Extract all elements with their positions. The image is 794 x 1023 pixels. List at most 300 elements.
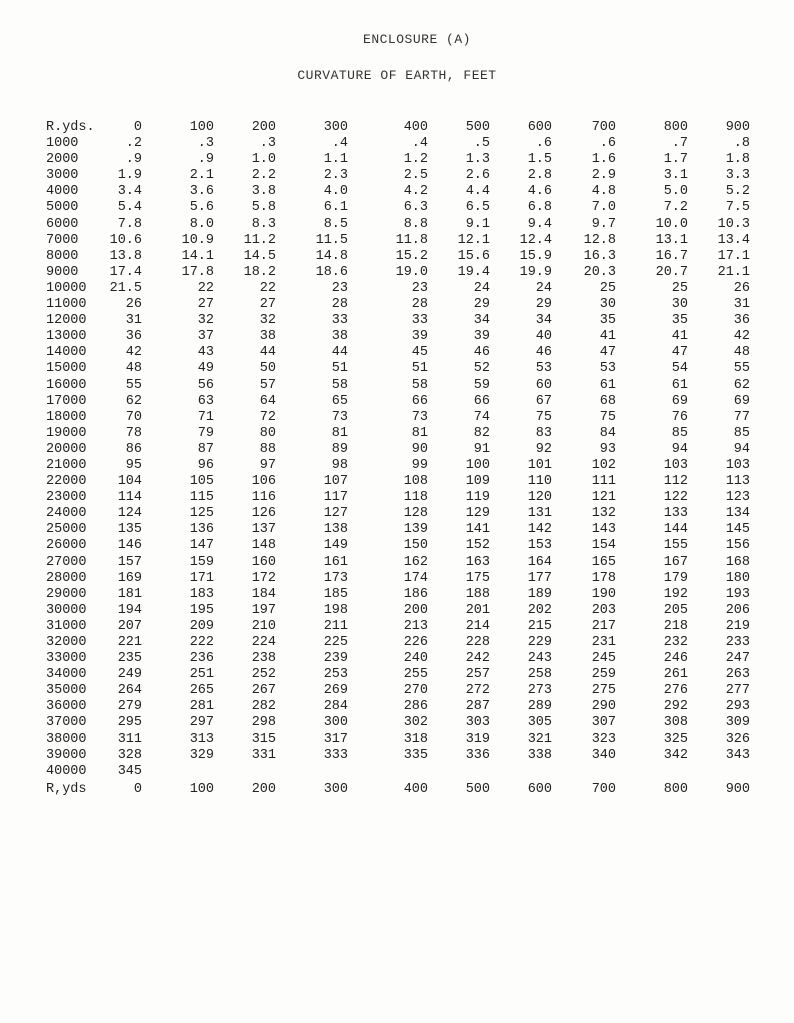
curvature-value-cell: 103 xyxy=(663,457,688,473)
curvature-value-cell: 9.7 xyxy=(591,216,616,232)
curvature-value-cell: 88 xyxy=(259,441,276,457)
curvature-value-cell: 311 xyxy=(117,731,142,747)
curvature-value-cell: 20.7 xyxy=(655,264,688,280)
curvature-value-cell: 203 xyxy=(591,602,616,618)
curvature-value-cell: 79 xyxy=(197,425,214,441)
table-row xyxy=(0,603,794,619)
curvature-value-cell: 139 xyxy=(403,522,428,538)
curvature-value-cell: 600 xyxy=(527,781,552,797)
curvature-value-cell: 59 xyxy=(473,377,490,393)
curvature-value-cell: 13.4 xyxy=(717,232,750,248)
curvature-value-cell: 116 xyxy=(251,490,276,506)
table-row xyxy=(0,474,794,490)
curvature-value-cell: 286 xyxy=(403,699,428,715)
table-row xyxy=(0,490,794,506)
curvature-value-cell: 35 xyxy=(599,313,616,329)
curvature-value-cell: 343 xyxy=(725,747,750,763)
curvature-value-cell: 9.4 xyxy=(527,216,552,232)
curvature-value-cell: 400 xyxy=(403,781,428,797)
curvature-value-cell: 200 xyxy=(251,120,276,135)
curvature-value-cell: 9.1 xyxy=(465,216,490,232)
curvature-value-cell: 161 xyxy=(323,554,348,570)
curvature-value-cell: 243 xyxy=(527,651,552,667)
curvature-value-cell: 293 xyxy=(725,699,750,715)
curvature-value-cell: 26 xyxy=(125,297,142,313)
curvature-value-cell: 69 xyxy=(671,393,688,409)
curvature-value-cell: 92 xyxy=(535,441,552,457)
curvature-value-cell: 318 xyxy=(403,731,428,747)
curvature-value-cell: 205 xyxy=(663,602,688,618)
curvature-value-cell: 102 xyxy=(591,457,616,473)
curvature-value-cell: 33 xyxy=(411,313,428,329)
curvature-value-cell: 342 xyxy=(663,747,688,763)
curvature-value-cell: 1.0 xyxy=(251,152,276,168)
curvature-value-cell: 4.2 xyxy=(403,184,428,200)
range-yards-cell: 7000 xyxy=(46,232,79,248)
curvature-value-cell: 21.1 xyxy=(717,264,750,280)
curvature-value-cell: 36 xyxy=(125,329,142,345)
curvature-value-cell: 74 xyxy=(473,409,490,425)
curvature-value-cell: 164 xyxy=(527,554,552,570)
curvature-value-cell: 238 xyxy=(251,651,276,667)
range-yards-cell: 36000 xyxy=(46,699,87,715)
curvature-value-cell: 14.5 xyxy=(243,248,276,264)
table-row xyxy=(0,313,794,329)
curvature-value-cell: 500 xyxy=(465,781,490,797)
curvature-value-cell: 16.7 xyxy=(655,248,688,264)
curvature-value-cell: 329 xyxy=(189,747,214,763)
curvature-value-cell: 33 xyxy=(331,313,348,329)
curvature-value-cell: 122 xyxy=(663,490,688,506)
curvature-value-cell: 303 xyxy=(465,715,490,731)
curvature-value-cell: 16.3 xyxy=(583,248,616,264)
curvature-value-cell: 6.8 xyxy=(527,200,552,216)
curvature-value-cell: 211 xyxy=(323,618,348,634)
curvature-value-cell: .2 xyxy=(125,136,142,152)
curvature-value-cell: 200 xyxy=(251,781,276,797)
curvature-value-cell: 4.6 xyxy=(527,184,552,200)
curvature-value-cell: 100 xyxy=(465,457,490,473)
curvature-value-cell: 155 xyxy=(663,538,688,554)
curvature-value-cell: 148 xyxy=(251,538,276,554)
curvature-value-cell: 292 xyxy=(663,699,688,715)
curvature-value-cell: 100 xyxy=(189,781,214,797)
curvature-value-cell: 19.0 xyxy=(395,264,428,280)
table-row xyxy=(0,345,794,361)
range-yards-cell: 38000 xyxy=(46,731,87,747)
curvature-table xyxy=(0,120,794,798)
curvature-value-cell: 313 xyxy=(189,731,214,747)
curvature-value-cell: 500 xyxy=(465,120,490,135)
curvature-value-cell: 81 xyxy=(331,425,348,441)
curvature-value-cell: 21.5 xyxy=(109,280,142,296)
curvature-value-cell: 94 xyxy=(733,441,750,457)
curvature-value-cell: 83 xyxy=(535,425,552,441)
curvature-value-cell: 119 xyxy=(465,490,490,506)
curvature-value-cell: 19.9 xyxy=(519,264,552,280)
range-yards-cell: 13000 xyxy=(46,329,87,345)
range-yards-cell: 22000 xyxy=(46,474,87,490)
curvature-value-cell: 112 xyxy=(663,474,688,490)
curvature-value-cell: 113 xyxy=(725,474,750,490)
curvature-value-cell: 44 xyxy=(259,345,276,361)
curvature-value-cell: 282 xyxy=(251,699,276,715)
curvature-value-cell: .6 xyxy=(535,136,552,152)
curvature-value-cell: 5.8 xyxy=(251,200,276,216)
curvature-value-cell: 307 xyxy=(591,715,616,731)
curvature-value-cell: 73 xyxy=(411,409,428,425)
curvature-value-cell: 67 xyxy=(535,393,552,409)
curvature-value-cell: 336 xyxy=(465,747,490,763)
curvature-value-cell: 145 xyxy=(725,522,750,538)
table-row xyxy=(0,522,794,538)
curvature-value-cell: .3 xyxy=(197,136,214,152)
curvature-value-cell: 900 xyxy=(725,781,750,797)
curvature-value-cell: 55 xyxy=(125,377,142,393)
range-yards-cell: 17000 xyxy=(46,393,87,409)
curvature-value-cell: 202 xyxy=(527,602,552,618)
curvature-value-cell: 48 xyxy=(733,345,750,361)
curvature-value-cell: 263 xyxy=(725,667,750,683)
range-yards-cell: 40000 xyxy=(46,763,87,779)
curvature-value-cell: 269 xyxy=(323,683,348,699)
curvature-value-cell: 53 xyxy=(535,361,552,377)
curvature-value-cell: 400 xyxy=(403,120,428,135)
range-yards-cell: 20000 xyxy=(46,441,87,457)
table-row xyxy=(0,538,794,554)
curvature-value-cell: 345 xyxy=(117,763,142,779)
curvature-value-cell: 86 xyxy=(125,441,142,457)
curvature-value-cell: 186 xyxy=(403,586,428,602)
curvature-value-cell: .4 xyxy=(411,136,428,152)
table-row xyxy=(0,458,794,474)
range-yards-cell: 34000 xyxy=(46,667,87,683)
curvature-value-cell: 87 xyxy=(197,441,214,457)
curvature-value-cell: 302 xyxy=(403,715,428,731)
curvature-value-cell: 287 xyxy=(465,699,490,715)
curvature-value-cell: 57 xyxy=(259,377,276,393)
curvature-value-cell: 71 xyxy=(197,409,214,425)
table-row xyxy=(0,217,794,233)
curvature-value-cell: 162 xyxy=(403,554,428,570)
curvature-value-cell: 2.2 xyxy=(251,168,276,184)
curvature-value-cell: 118 xyxy=(403,490,428,506)
curvature-value-cell: 338 xyxy=(527,747,552,763)
curvature-value-cell: 8.3 xyxy=(251,216,276,232)
table-row xyxy=(0,748,794,764)
curvature-value-cell: 23 xyxy=(411,280,428,296)
range-yards-cell: R,yds xyxy=(46,781,87,797)
curvature-value-cell: 45 xyxy=(411,345,428,361)
curvature-value-cell: 264 xyxy=(117,683,142,699)
curvature-value-cell: 175 xyxy=(465,570,490,586)
range-yards-cell: 2000 xyxy=(46,152,79,168)
curvature-value-cell: 39 xyxy=(473,329,490,345)
curvature-value-cell: 317 xyxy=(323,731,348,747)
curvature-value-cell: 335 xyxy=(403,747,428,763)
table-row xyxy=(0,410,794,426)
curvature-value-cell: 1.8 xyxy=(725,152,750,168)
range-yards-cell: 23000 xyxy=(46,490,87,506)
curvature-value-cell: 279 xyxy=(117,699,142,715)
curvature-value-cell: 193 xyxy=(725,586,750,602)
curvature-value-cell: 2.3 xyxy=(323,168,348,184)
range-yards-cell: 4000 xyxy=(46,184,79,200)
range-yards-cell: 15000 xyxy=(46,361,87,377)
curvature-value-cell: 19.4 xyxy=(457,264,490,280)
curvature-value-cell: 10.9 xyxy=(181,232,214,248)
curvature-value-cell: 300 xyxy=(323,120,348,135)
curvature-value-cell: 89 xyxy=(331,441,348,457)
curvature-value-cell: 37 xyxy=(197,329,214,345)
curvature-value-cell: 34 xyxy=(473,313,490,329)
curvature-value-cell: 80 xyxy=(259,425,276,441)
curvature-value-cell: 81 xyxy=(411,425,428,441)
curvature-value-cell: 14.8 xyxy=(315,248,348,264)
curvature-value-cell: 133 xyxy=(663,506,688,522)
enclosure-label: ENCLOSURE (A) xyxy=(363,32,471,47)
curvature-value-cell: 10.0 xyxy=(655,216,688,232)
curvature-value-cell: 326 xyxy=(725,731,750,747)
table-row xyxy=(0,442,794,458)
curvature-value-cell: 197 xyxy=(251,602,276,618)
curvature-value-cell: 4.4 xyxy=(465,184,490,200)
curvature-value-cell: 60 xyxy=(535,377,552,393)
curvature-value-cell: 124 xyxy=(117,506,142,522)
curvature-value-cell: 141 xyxy=(465,522,490,538)
curvature-value-cell: 284 xyxy=(323,699,348,715)
curvature-value-cell: 169 xyxy=(117,570,142,586)
curvature-value-cell: 78 xyxy=(125,425,142,441)
curvature-value-cell: 125 xyxy=(189,506,214,522)
curvature-value-cell: 105 xyxy=(189,474,214,490)
curvature-value-cell: 257 xyxy=(465,667,490,683)
curvature-value-cell: 114 xyxy=(117,490,142,506)
range-yards-cell: 26000 xyxy=(46,538,87,554)
curvature-value-cell: 171 xyxy=(189,570,214,586)
curvature-value-cell: 247 xyxy=(725,651,750,667)
table-row xyxy=(0,555,794,571)
table-row xyxy=(0,378,794,394)
range-yards-cell: 32000 xyxy=(46,635,87,650)
curvature-value-cell: 222 xyxy=(189,635,214,650)
range-yards-cell: 6000 xyxy=(46,216,79,232)
curvature-value-cell: 127 xyxy=(323,506,348,522)
curvature-value-cell: 165 xyxy=(591,554,616,570)
curvature-value-cell: 22 xyxy=(259,280,276,296)
curvature-value-cell: 121 xyxy=(591,490,616,506)
curvature-value-cell: 12.8 xyxy=(583,232,616,248)
table-row xyxy=(0,635,794,651)
range-yards-cell: 10000 xyxy=(46,280,87,296)
curvature-value-cell: 110 xyxy=(527,474,552,490)
curvature-value-cell: .3 xyxy=(259,136,276,152)
curvature-value-cell: 5.4 xyxy=(117,200,142,216)
table-row xyxy=(0,571,794,587)
curvature-value-cell: 38 xyxy=(331,329,348,345)
table-row xyxy=(0,249,794,265)
curvature-value-cell: 99 xyxy=(411,457,428,473)
curvature-value-cell: 328 xyxy=(117,747,142,763)
curvature-value-cell: 36 xyxy=(733,313,750,329)
curvature-value-cell: 12.4 xyxy=(519,232,552,248)
curvature-value-cell: 900 xyxy=(725,120,750,135)
curvature-value-cell: 206 xyxy=(725,602,750,618)
curvature-value-cell: 56 xyxy=(197,377,214,393)
curvature-value-cell: 14.1 xyxy=(181,248,214,264)
curvature-value-cell: 41 xyxy=(599,329,616,345)
curvature-value-cell: 64 xyxy=(259,393,276,409)
curvature-value-cell: 277 xyxy=(725,683,750,699)
table-row xyxy=(0,619,794,635)
curvature-value-cell: 2.8 xyxy=(527,168,552,184)
curvature-value-cell: 192 xyxy=(663,586,688,602)
curvature-value-cell: 154 xyxy=(591,538,616,554)
curvature-value-cell: 183 xyxy=(189,586,214,602)
range-yards-cell: 3000 xyxy=(46,168,79,184)
curvature-value-cell: 27 xyxy=(259,297,276,313)
range-yards-cell: 8000 xyxy=(46,248,79,264)
curvature-value-cell: .6 xyxy=(599,136,616,152)
curvature-value-cell: 49 xyxy=(197,361,214,377)
curvature-value-cell: 22 xyxy=(197,280,214,296)
curvature-value-cell: 20.3 xyxy=(583,264,616,280)
curvature-value-cell: 331 xyxy=(251,747,276,763)
curvature-value-cell: 198 xyxy=(323,602,348,618)
curvature-value-cell: 126 xyxy=(251,506,276,522)
curvature-value-cell: 142 xyxy=(527,522,552,538)
curvature-value-cell: 2.6 xyxy=(465,168,490,184)
curvature-value-cell: 245 xyxy=(591,651,616,667)
curvature-value-cell: 8.5 xyxy=(323,216,348,232)
curvature-value-cell: 104 xyxy=(117,474,142,490)
curvature-value-cell: 29 xyxy=(473,297,490,313)
curvature-value-cell: 43 xyxy=(197,345,214,361)
curvature-value-cell: 180 xyxy=(725,570,750,586)
curvature-value-cell: 201 xyxy=(465,602,490,618)
curvature-value-cell: 58 xyxy=(411,377,428,393)
curvature-value-cell: 66 xyxy=(411,393,428,409)
range-yards-cell: 16000 xyxy=(46,377,87,393)
curvature-value-cell: 229 xyxy=(527,635,552,650)
curvature-value-cell: 82 xyxy=(473,425,490,441)
curvature-value-cell: 62 xyxy=(125,393,142,409)
curvature-value-cell: 8.8 xyxy=(403,216,428,232)
curvature-value-cell: 24 xyxy=(473,280,490,296)
curvature-value-cell: 47 xyxy=(671,345,688,361)
curvature-value-cell: 1.3 xyxy=(465,152,490,168)
curvature-value-cell: 233 xyxy=(725,635,750,650)
curvature-value-cell: 209 xyxy=(189,618,214,634)
curvature-value-cell: 25 xyxy=(671,280,688,296)
table-header-row xyxy=(0,120,794,136)
curvature-value-cell: 42 xyxy=(125,345,142,361)
range-yards-cell: 1000 xyxy=(46,136,79,152)
curvature-value-cell: 3.6 xyxy=(189,184,214,200)
curvature-value-cell: .7 xyxy=(671,136,688,152)
curvature-value-cell: 68 xyxy=(599,393,616,409)
curvature-value-cell: 28 xyxy=(411,297,428,313)
curvature-value-cell: 177 xyxy=(527,570,552,586)
curvature-value-cell: 195 xyxy=(189,602,214,618)
table-row xyxy=(0,683,794,699)
curvature-value-cell: 100 xyxy=(189,120,214,135)
curvature-value-cell: 123 xyxy=(725,490,750,506)
curvature-value-cell: 101 xyxy=(527,457,552,473)
table-row xyxy=(0,394,794,410)
curvature-value-cell: 0 xyxy=(133,120,142,135)
curvature-value-cell: 323 xyxy=(591,731,616,747)
curvature-value-cell: 4.0 xyxy=(323,184,348,200)
curvature-value-cell: 11.5 xyxy=(315,232,348,248)
curvature-value-cell: 174 xyxy=(403,570,428,586)
curvature-value-cell: 30 xyxy=(599,297,616,313)
curvature-value-cell: 152 xyxy=(465,538,490,554)
curvature-value-cell: 1.7 xyxy=(663,152,688,168)
curvature-value-cell: 149 xyxy=(323,538,348,554)
table-row xyxy=(0,651,794,667)
table-row xyxy=(0,200,794,216)
range-yards-cell: 14000 xyxy=(46,345,87,361)
table-row xyxy=(0,233,794,249)
table-row xyxy=(0,361,794,377)
curvature-value-cell: 132 xyxy=(591,506,616,522)
curvature-value-cell: 800 xyxy=(663,120,688,135)
curvature-value-cell: 18.2 xyxy=(243,264,276,280)
curvature-value-cell: 66 xyxy=(473,393,490,409)
curvature-value-cell: 700 xyxy=(591,781,616,797)
curvature-value-cell: 188 xyxy=(465,586,490,602)
curvature-value-cell: 275 xyxy=(591,683,616,699)
curvature-value-cell: 4.8 xyxy=(591,184,616,200)
curvature-value-cell: 109 xyxy=(465,474,490,490)
curvature-value-cell: 77 xyxy=(733,409,750,425)
document-title: CURVATURE OF EARTH, FEET xyxy=(297,68,497,83)
curvature-value-cell: 289 xyxy=(527,699,552,715)
curvature-value-cell: 276 xyxy=(663,683,688,699)
curvature-value-cell: 2.9 xyxy=(591,168,616,184)
curvature-value-cell: 600 xyxy=(527,120,552,135)
curvature-value-cell: 7.2 xyxy=(663,200,688,216)
curvature-value-cell: 295 xyxy=(117,715,142,731)
curvature-value-cell: 219 xyxy=(725,618,750,634)
curvature-value-cell: 147 xyxy=(189,538,214,554)
curvature-value-cell: 215 xyxy=(527,618,552,634)
range-yards-cell: 37000 xyxy=(46,715,87,731)
curvature-value-cell: 300 xyxy=(323,781,348,797)
range-yards-cell: 30000 xyxy=(46,602,87,618)
curvature-value-cell: 85 xyxy=(733,425,750,441)
curvature-value-cell: 6.3 xyxy=(403,200,428,216)
curvature-value-cell: 5.6 xyxy=(189,200,214,216)
curvature-value-cell: 26 xyxy=(733,280,750,296)
curvature-value-cell: .5 xyxy=(473,136,490,152)
table-footer-row xyxy=(0,782,794,798)
curvature-value-cell: 34 xyxy=(535,313,552,329)
curvature-value-cell: 70 xyxy=(125,409,142,425)
curvature-value-cell: 159 xyxy=(189,554,214,570)
range-yards-cell: R.yds. xyxy=(46,120,95,135)
curvature-value-cell: 75 xyxy=(599,409,616,425)
curvature-value-cell: 12.1 xyxy=(457,232,490,248)
curvature-value-cell: 298 xyxy=(251,715,276,731)
curvature-value-cell: 168 xyxy=(725,554,750,570)
range-yards-cell: 19000 xyxy=(46,425,87,441)
curvature-value-cell: 61 xyxy=(599,377,616,393)
curvature-value-cell: 136 xyxy=(189,522,214,538)
curvature-value-cell: 290 xyxy=(591,699,616,715)
curvature-value-cell: 7.5 xyxy=(725,200,750,216)
